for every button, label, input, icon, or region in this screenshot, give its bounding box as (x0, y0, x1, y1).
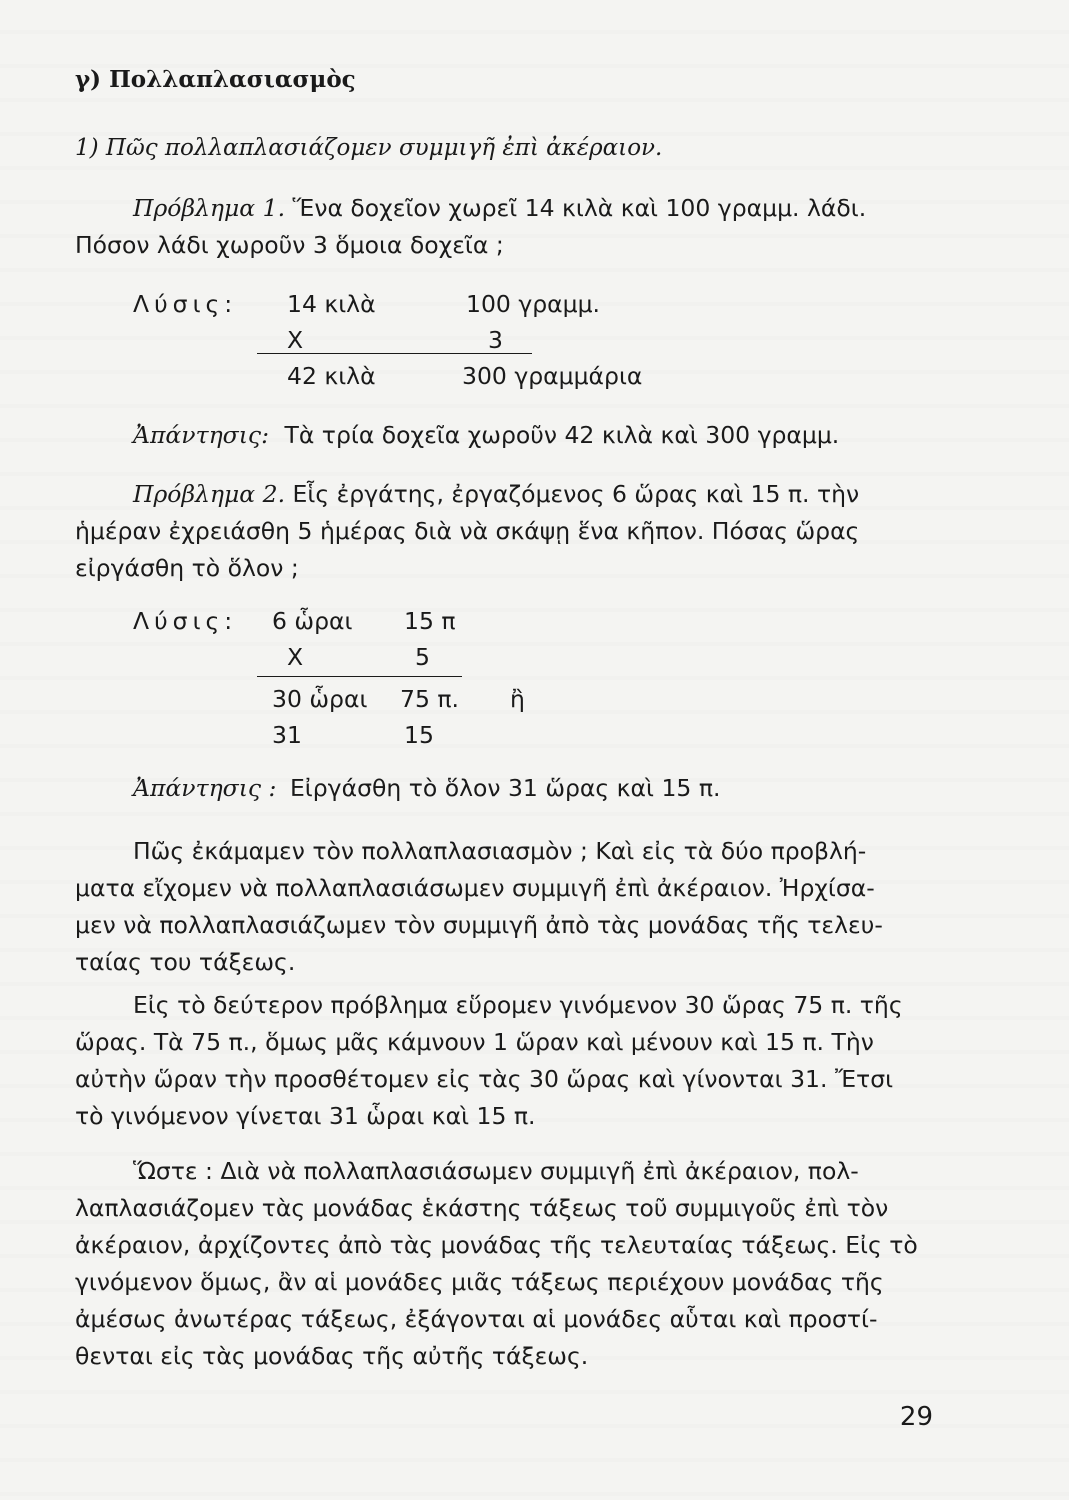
problem2-result-hours: 30 ὧραι (272, 685, 368, 713)
problem2-label: Πρόβλημα 2. (133, 480, 286, 508)
problem1-row1-grams: 100 γραμμ. (466, 290, 601, 318)
explanation-p2-line: ὥρας. Τὰ 75 π., ὅμως μᾶς κάμνουν 1 ὥραν καὶ μένουν καὶ 15 π. Τὴν (75, 1028, 874, 1056)
problem1-sum-line (257, 353, 532, 354)
problem2-alt-hours: 31 (272, 721, 302, 749)
problem2-multiply-sign: X (287, 643, 304, 671)
explanation-p3-line: γινόμενον ὅμως, ἂν αἱ μονάδες μιᾶς τάξεως περιέχουν μονάδας τῆς (75, 1268, 884, 1296)
problem2-alt-minutes: 15 (404, 721, 434, 749)
problem2-line2: ἡμέραν ἐχρειάσθη 5 ἡμέρας διὰ νὰ σκάψῃ ἕνα κῆπον. Πόσας ὥρας (75, 517, 860, 545)
problem1-result-kilos: 42 κιλὰ (287, 362, 376, 390)
problem1-text1: Ἕνα δοχεῖον χωρεῖ 14 κιλὰ καὶ 100 γραμμ. λάδι. (285, 194, 867, 222)
problem1-row1-kilos: 14 κιλὰ (287, 290, 376, 318)
problem2-row1-minutes: 15 π (404, 607, 456, 635)
explanation-p3-line: θενται εἰς τὰς μονάδας τῆς αὐτῆς τάξεως. (75, 1342, 589, 1370)
explanation-p1-line: ματα εἴχομεν νὰ πολλαπλασιάσωμεν συμμιγῆ ἐπὶ ἀκέραιον. Ἠρχίσα- (75, 874, 875, 902)
problem2-line1 (133, 476, 859, 513)
problem2-answer-text: Εἰργάσθη τὸ ὅλον 31 ὥρας καὶ 15 π. (289, 774, 721, 802)
problem2-line3: εἰργάσθη τὸ ὅλον ; (75, 554, 299, 582)
problem2-or: ἢ (510, 685, 525, 713)
problem1-answer (133, 417, 839, 454)
explanation-p2-line: τὸ γινόμενον γίνεται 31 ὧραι καὶ 15 π. (75, 1102, 536, 1130)
explanation-p1-line: ταίας του τάξεως. (75, 948, 296, 976)
problem2-solution-label: Λύσις: (133, 607, 238, 635)
problem1-line2: Πόσον λάδι χωροῦν 3 ὅμοια δοχεῖα ; (75, 231, 504, 259)
problem1-multiply-sign: X (287, 326, 304, 354)
explanation-p1-line: μεν νὰ πολλαπλασιάζωμεν τὸν συμμιγῆ ἀπὸ τὰς μονάδας τῆς τελευ- (75, 911, 883, 939)
problem2-multiplier: 5 (415, 643, 430, 671)
page-number: 29 (899, 1402, 933, 1432)
problem1-line1 (133, 190, 866, 227)
problem2-sum-line (257, 676, 462, 677)
explanation-p2-line: αὐτὴν ὥραν τὴν προσθέτομεν εἰς τὰς 30 ὥρας καὶ γίνονται 31. Ἔτσι (75, 1065, 894, 1093)
explanation-p2-line: Εἰς τὸ δεύτερον πρόβλημα εὕρομεν γινόμενον 30 ὥρας 75 π. τῆς (133, 991, 903, 1019)
explanation-p3-line: Ὥστε : Διὰ νὰ πολλαπλασιάσωμεν συμμιγῆ ἐπὶ ἀκέραιον, πολ- (133, 1157, 859, 1185)
problem2-answer-label: Ἀπάντησις : (133, 774, 277, 802)
problem2-answer (133, 770, 720, 807)
problem1-answer-label: Ἀπάντησις: (133, 421, 269, 449)
problem2-result-minutes: 75 π. (400, 685, 459, 713)
problem2-text1: Εἷς ἐργάτης, ἐργαζόμενος 6 ὥρας καὶ 15 π. τὴν (285, 480, 860, 508)
problem1-answer-text: Τὰ τρία δοχεῖα χωροῦν 42 κιλὰ καὶ 300 γραμμ. (284, 421, 840, 449)
explanation-p3-line: ἀμέσως ἀνωτέρας τάξεως, ἐξάγονται αἱ μονάδες αὗται καὶ προστί- (75, 1305, 878, 1333)
section-title: γ) Πολλαπλασιασμὸς (75, 66, 356, 93)
problem1-solution-label: Λύσις: (133, 290, 238, 318)
problem1-result-grams: 300 γραμμάρια (462, 362, 643, 390)
explanation-p3-line: ἀκέραιον, ἀρχίζοντες ἀπὸ τὰς μονάδας τῆς τελευταίας τάξεως. Εἰς τὸ (75, 1231, 918, 1259)
section-subtitle: 1) Πῶς πολλαπλασιάζομεν συμμιγῆ ἐπὶ ἀκέραιον. (75, 135, 663, 161)
problem2-row1-hours: 6 ὧραι (272, 607, 353, 635)
explanation-p3-line: λαπλασιάζομεν τὰς μονάδας ἑκάστης τάξεως τοῦ συμμιγοῦς ἐπὶ τὸν (75, 1194, 889, 1222)
problem1-label: Πρόβλημα 1. (133, 194, 286, 222)
explanation-p1-line: Πῶς ἐκάμαμεν τὸν πολλαπλασιασμὸν ; Καὶ εἰς τὰ δύο προβλή- (133, 837, 867, 865)
problem1-multiplier: 3 (488, 326, 503, 354)
